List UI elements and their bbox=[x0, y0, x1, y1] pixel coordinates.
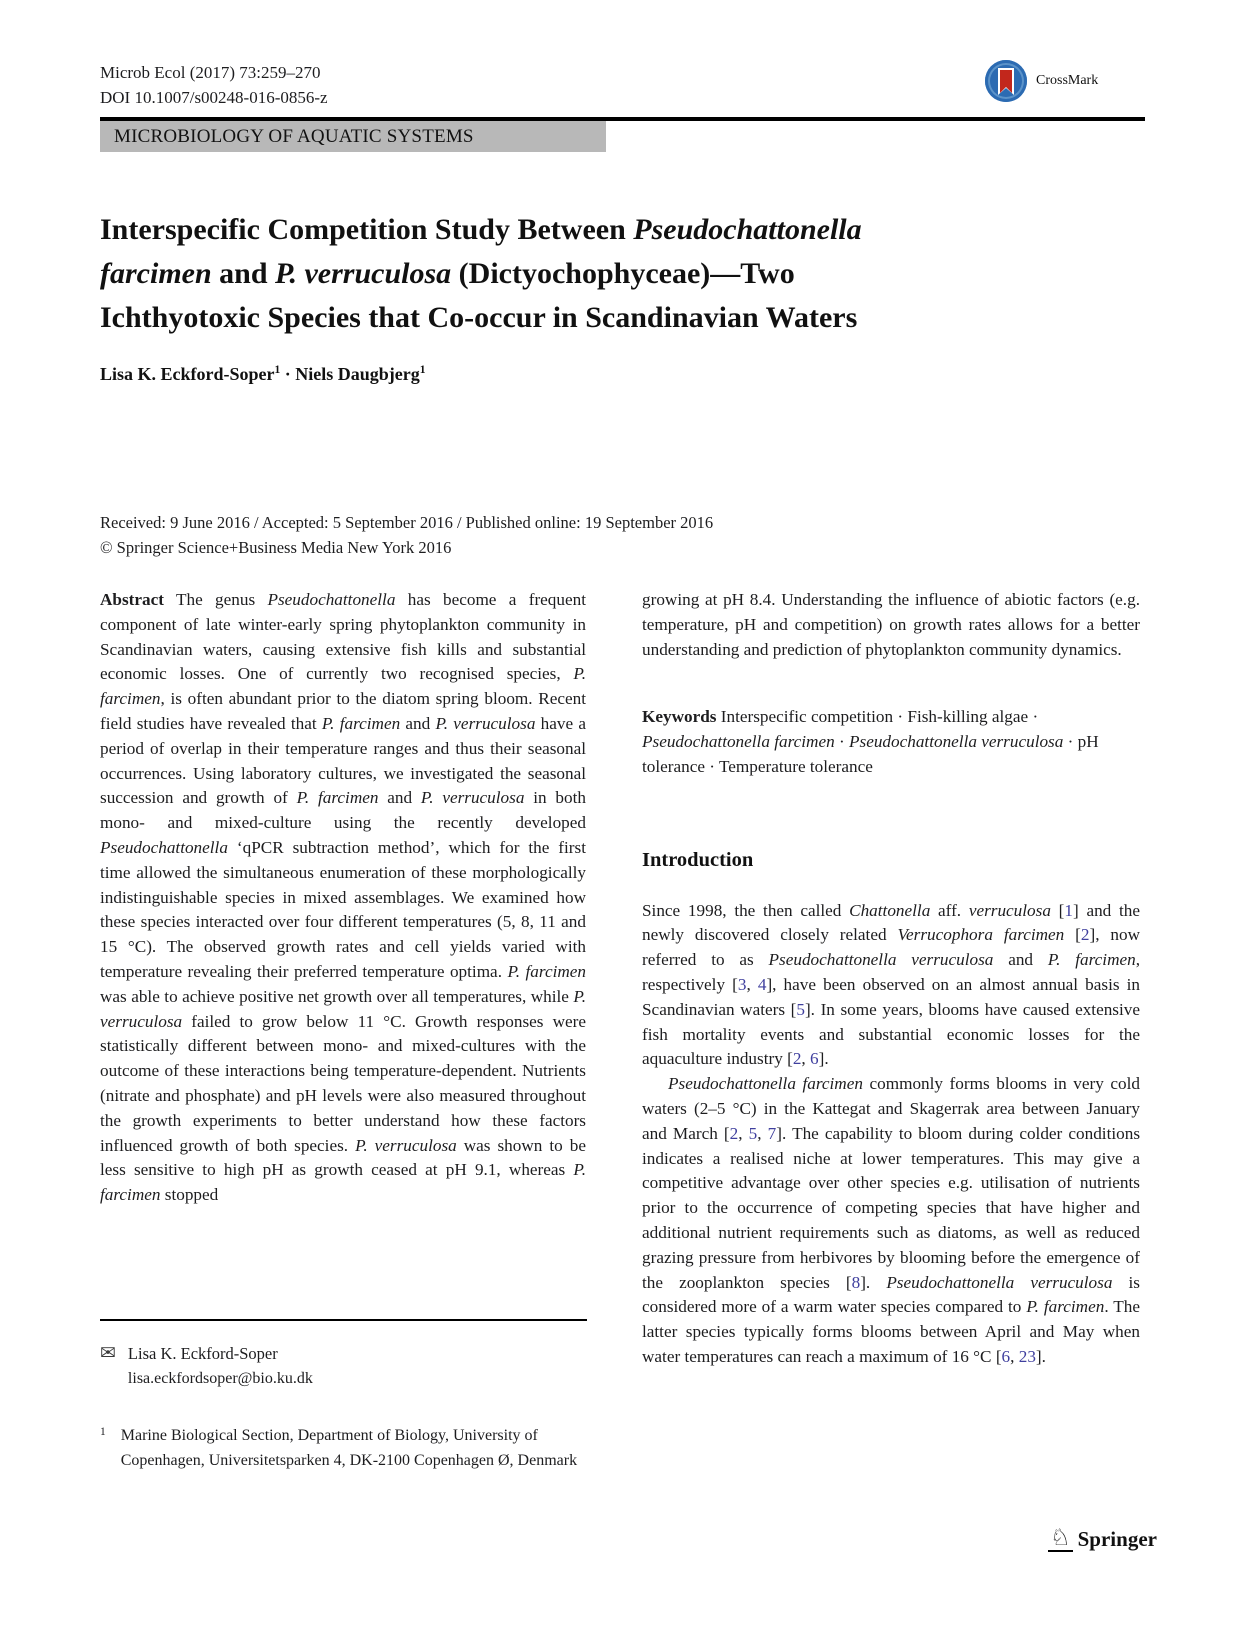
text-run: · bbox=[280, 364, 296, 384]
text-run: Pseudochattonella bbox=[267, 590, 396, 609]
text-run: P. verruculosa bbox=[355, 1135, 457, 1155]
title-line-3 bbox=[100, 296, 1090, 340]
text-run: has become a frequent component of late winter-early spring phytoplankton community in Scandinavian waters, causing extensive fish kills and substantial economic losses. One of currently two recognised species, bbox=[100, 590, 586, 684]
article-history-line: Received: 9 June 2016 / Accepted: 5 September 2016 / Published online: 19 September 2016 bbox=[100, 513, 714, 532]
text-run: Since 1998, the then called bbox=[642, 900, 850, 920]
springer-logo bbox=[1048, 1526, 1157, 1552]
text-run: Pseudochattonella bbox=[100, 837, 228, 857]
correspondence-name: Lisa K. Eckford-Soper bbox=[127, 1344, 278, 1363]
doi-line: DOI 10.1007/s00248-016-0856-z bbox=[100, 88, 328, 107]
citation-link[interactable]: 8 bbox=[851, 1272, 861, 1292]
text-run: ]. In some years, blooms have caused extensive fish mortality events and substantial economic losses for the aquaculture industry [ bbox=[642, 999, 1140, 1069]
text-run: P. farcimen bbox=[507, 961, 586, 981]
citation-link[interactable]: 5 bbox=[748, 1123, 758, 1143]
text-run: ‘qPCR subtraction method’, which for the first time allowed the simultaneous enumeration of these morphologically indistinguishable species in mixed assemblages. We examined how these species interacted over four different temperatures (5, 8, 11 and 15 °C). The observed growth rates and cell yields varied with temperature revealing their preferred temperature optima. bbox=[100, 837, 586, 981]
text-run: was able to achieve positive net growth over all temperatures, while bbox=[100, 986, 574, 1006]
intro-paragraph-1 bbox=[642, 899, 1140, 1073]
text-run: Interspecific competition · Fish-killing algae · bbox=[716, 707, 1039, 727]
text-run: Chattonella bbox=[849, 900, 931, 920]
citation-link[interactable]: 5 bbox=[796, 999, 805, 1019]
correspondence-block bbox=[100, 1341, 587, 1391]
text-run: ] and the newly discovered closely related bbox=[642, 900, 1140, 945]
text-run: P. farcimen bbox=[100, 1160, 586, 1205]
envelope-icon: ✉ bbox=[100, 1343, 116, 1364]
text-run: ], now referred to as bbox=[642, 925, 1141, 970]
affiliation-block bbox=[100, 1423, 587, 1473]
text-run: Pseudochattonella farcimen bbox=[642, 732, 835, 752]
crossmark-badge[interactable] bbox=[985, 60, 1098, 102]
text-run: Ichthyotoxic Species that Co-occur in Scandinavian Waters bbox=[100, 301, 858, 334]
text-run: [ bbox=[1050, 900, 1065, 920]
text-run: P. farcimen bbox=[1026, 1297, 1105, 1317]
introduction-heading: Introduction bbox=[642, 848, 754, 871]
text-run: Interspecific Competition Study Between bbox=[100, 213, 634, 246]
text-run: P. verruculosa bbox=[100, 986, 586, 1031]
text-run: failed to grow below 11 °C. Growth responses were statistically different between mono- and mixed-cultures with the outcome of these interactions being temperature-dependent. Nutrients (nitrate and phosphate) and pH levels were also measured throughout the growth experiments to better understand how these factors influenced growth of both species. bbox=[100, 1011, 586, 1155]
citation-link[interactable]: 6 bbox=[1001, 1346, 1011, 1366]
text-run: Abstract bbox=[100, 590, 164, 609]
footnote-rule bbox=[100, 1319, 587, 1321]
text-run: , bbox=[746, 974, 758, 994]
text-run: P. farcimen bbox=[296, 788, 379, 808]
author-list bbox=[100, 364, 426, 385]
text-run: , bbox=[1010, 1346, 1019, 1366]
text-run: in both mono- and mixed-culture using the recently developed bbox=[100, 788, 586, 833]
text-run: · bbox=[834, 732, 850, 752]
text-run: Pseudochattonella verruculosa bbox=[886, 1272, 1113, 1292]
citation-link[interactable]: 2 bbox=[729, 1123, 739, 1143]
footnote-block bbox=[100, 1319, 587, 1473]
text-run: . The latter species typically forms blooms between April and May when water temperatures can reach a maximum of 16 °C [ bbox=[642, 1297, 1140, 1366]
text-run: commonly forms blooms in very cold waters (2–5 °C) in the Kattegat and Skagerrak area between January and March [ bbox=[642, 1074, 1140, 1143]
springer-knight-icon: ♘ bbox=[1050, 1525, 1071, 1550]
text-run: P. verruculosa bbox=[435, 713, 536, 733]
text-run: , bbox=[738, 1123, 749, 1143]
text-run: farcimen bbox=[100, 257, 212, 290]
text-run: ]. The capability to bloom during colder conditions indicates a realised niche at lower temperatures. This may give a competitive advantage over other species e.g. utilisation of nutrients prior to the occurrence of competing species that have higher and additional nutrient requirements such as diatoms, as well as reduced grazing pressure from herbivores by blooming before the emergence of the zooplankton species [ bbox=[642, 1123, 1141, 1292]
text-run: and bbox=[378, 788, 421, 808]
text-run: · pH tolerance · Temperature tolerance bbox=[642, 732, 1099, 776]
left-column bbox=[100, 588, 586, 1208]
copyright-line: © Springer Science+Business Media New York 2016 bbox=[100, 538, 452, 557]
text-run: The genus bbox=[163, 590, 268, 609]
journal-reference: Microb Ecol (2017) 73:259–270 bbox=[100, 63, 321, 82]
text-run: aff. bbox=[930, 900, 969, 920]
text-run: is considered more of a warm water species compared to bbox=[642, 1272, 1140, 1317]
springer-wordmark: Springer bbox=[1077, 1526, 1157, 1551]
crossmark-label: CrossMark bbox=[1036, 73, 1099, 88]
text-run: P. farcimen bbox=[321, 713, 401, 733]
text-run: [ bbox=[1064, 925, 1081, 945]
text-run: verruculosa bbox=[968, 900, 1051, 920]
text-run: (Dictyochophyceae)—Two bbox=[451, 257, 795, 290]
text-run: P. verruculosa bbox=[275, 257, 452, 290]
text-run: and bbox=[400, 713, 436, 733]
text-run: 1 bbox=[274, 364, 281, 376]
right-column bbox=[642, 588, 1140, 1370]
crossmark-icon bbox=[985, 60, 1027, 102]
correspondence-email[interactable]: lisa.eckfordsoper@bio.ku.dk bbox=[127, 1370, 313, 1387]
text-run: P. farcimen bbox=[100, 664, 586, 709]
abstract-continuation-paragraph bbox=[642, 588, 1140, 662]
citation-link[interactable]: 1 bbox=[1064, 900, 1073, 920]
text-run: 1 bbox=[419, 364, 426, 376]
citation-link[interactable]: 4 bbox=[757, 974, 767, 994]
text-run: P. verruculosa bbox=[420, 788, 525, 808]
text-run: Pseudochattonella farcimen bbox=[668, 1074, 863, 1094]
text-run: Pseudochattonella verruculosa bbox=[768, 950, 994, 970]
citation-link[interactable]: 2 bbox=[792, 1049, 802, 1069]
text-run: ]. bbox=[818, 1049, 829, 1069]
text-run: , respectively [ bbox=[642, 950, 1141, 994]
text-run: ]. bbox=[860, 1272, 887, 1292]
citation-link[interactable]: 7 bbox=[767, 1123, 777, 1143]
text-run: Pseudochattonella bbox=[633, 213, 862, 246]
text-run: and bbox=[993, 950, 1048, 970]
text-run: Pseudochattonella verruculosa bbox=[849, 732, 1064, 752]
text-run: ]. bbox=[1035, 1346, 1046, 1366]
text-run: Keywords bbox=[642, 707, 717, 727]
text-run: and bbox=[211, 257, 276, 290]
intro-paragraph-2 bbox=[642, 1072, 1140, 1370]
text-run: , bbox=[757, 1123, 768, 1143]
citation-link[interactable]: 6 bbox=[810, 1049, 819, 1069]
citation-link[interactable]: 3 bbox=[737, 974, 747, 994]
citation-link[interactable]: 23 bbox=[1018, 1346, 1036, 1366]
text-run: Niels Daugbjerg bbox=[295, 364, 420, 384]
text-run: was shown to be less sensitive to high pH as growth ceased at pH 9.1, whereas bbox=[100, 1135, 586, 1180]
text-run: , bbox=[801, 1049, 811, 1069]
citation-link[interactable]: 2 bbox=[1080, 925, 1090, 945]
article-title bbox=[100, 208, 1090, 340]
text-run: , is often abundant prior to the diatom spring bloom. Recent field studies have revealed that bbox=[100, 689, 586, 733]
crossmark-bookmark-icon bbox=[998, 68, 1014, 95]
affiliation-text: Marine Biological Section, Department of Biology, University of Copenhagen, Universitetsparken 4, DK-2100 Copenhagen Ø, Denmark bbox=[120, 1427, 578, 1469]
title-line-2 bbox=[100, 252, 1090, 296]
text-run: P. farcimen bbox=[1047, 950, 1136, 970]
text-run: ], have been observed on an almost annual basis in Scandinavian waters [ bbox=[642, 974, 1140, 1019]
text-run: Lisa K. Eckford-Soper bbox=[100, 364, 275, 384]
text-run: have a period of overlap in their temperature ranges and thus their seasonal occurrences. Using laboratory cultures, we investigated the seasonal succession and growth of bbox=[100, 713, 586, 808]
keywords-paragraph bbox=[642, 705, 1140, 779]
affiliation-marker: 1 bbox=[100, 1426, 106, 1438]
title-line-1 bbox=[100, 208, 1090, 252]
abstract-paragraph bbox=[100, 588, 586, 1208]
section-banner: MICROBIOLOGY OF AQUATIC SYSTEMS bbox=[100, 121, 606, 152]
text-run: Verrucophora farcimen bbox=[897, 925, 1065, 945]
text-run: stopped bbox=[160, 1185, 219, 1205]
text-run: growing at pH 8.4. Understanding the influence of abiotic factors (e.g. temperature, pH and competition) on growth rates allows for a better understanding and prediction of phytoplankton community dynamics. bbox=[642, 590, 1140, 659]
